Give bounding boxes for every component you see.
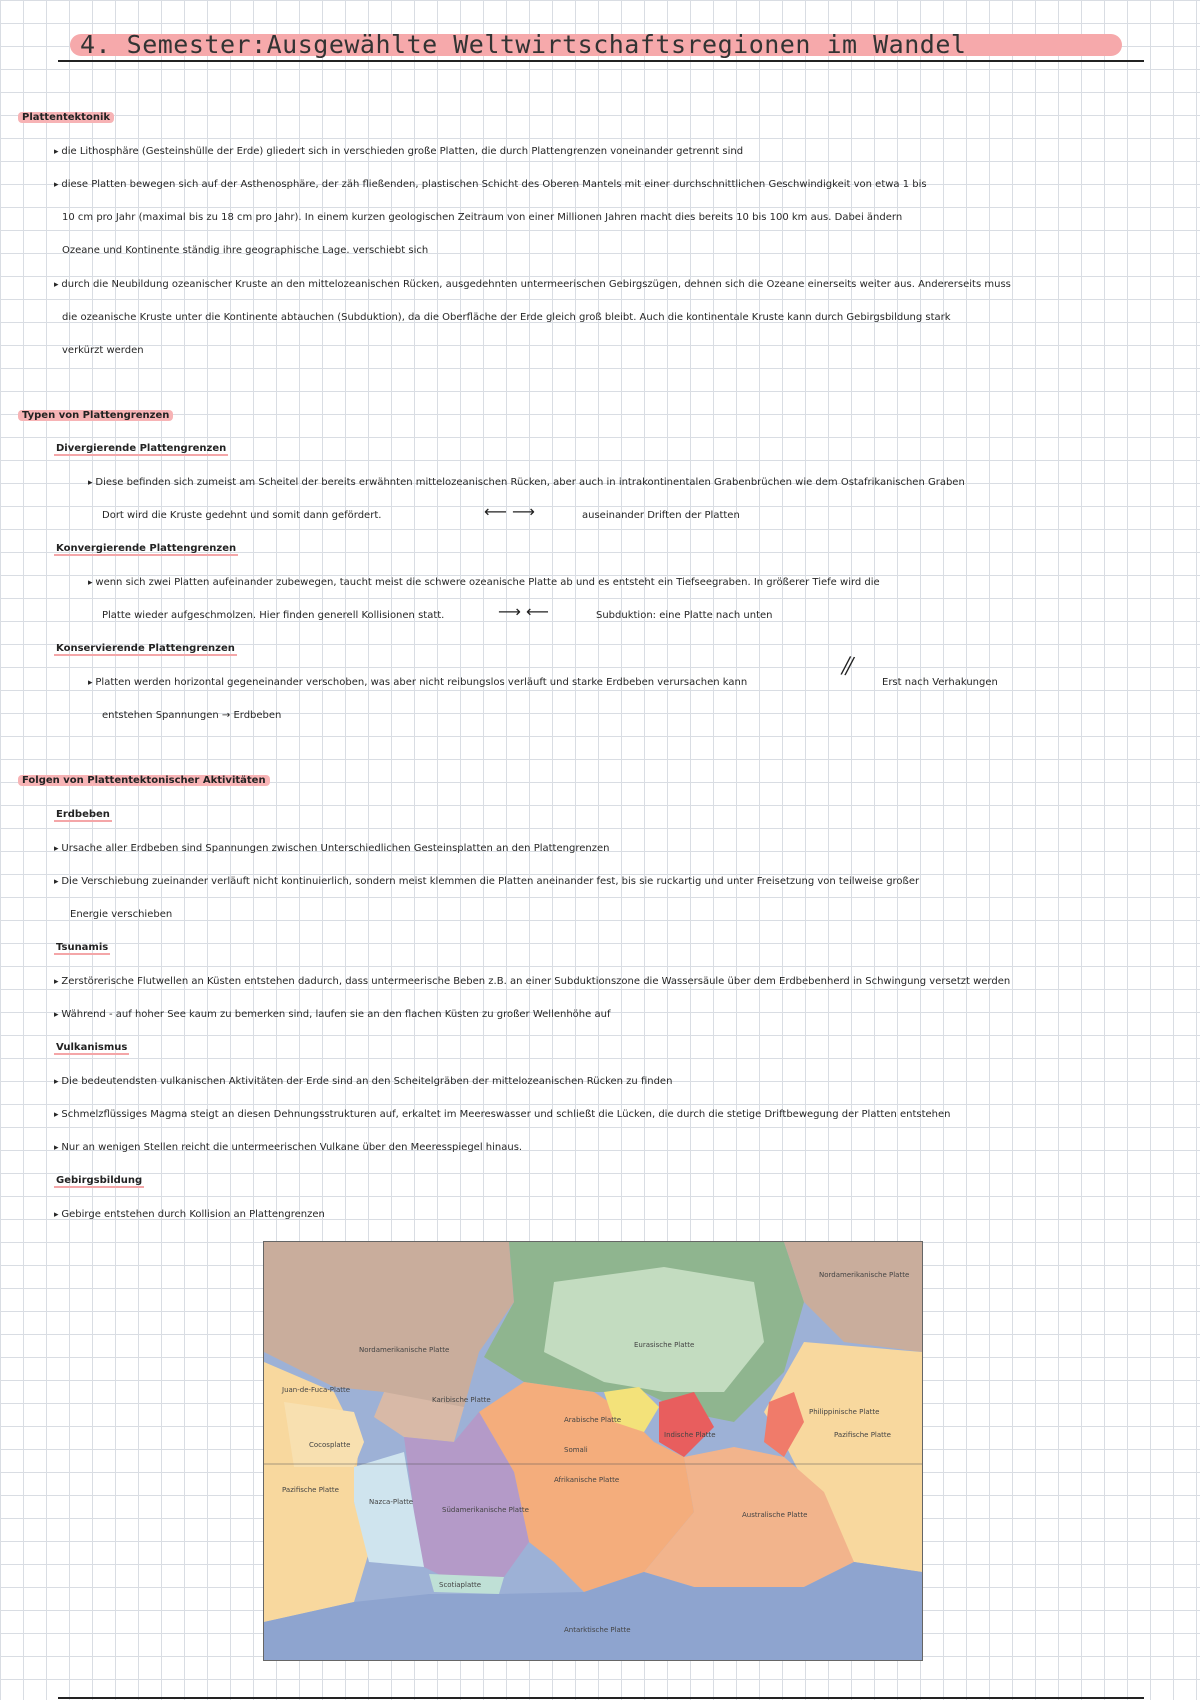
- list-item: ▸ Ursache aller Erdbeben sind Spannungen zwischen Unterschiedlichen Gesteinsplatten an den Plattengrenzen: [54, 843, 609, 854]
- heading-erdbeben: Erdbeben: [56, 809, 110, 820]
- list-item: ▸ Die Verschiebung zueinander verläuft nicht kontinuierlich, sondern meist klemmen die Platten aneinander fest, bis sie ruckartig und unter Freisetzung von teilweise großer: [54, 876, 919, 887]
- label-juan-de-fuca: Juan-de-Fuca-Platte: [282, 1386, 351, 1394]
- plate-tectonics-map: [263, 1241, 923, 1661]
- list-item-continuation: 10 cm pro Jahr (maximal bis zu 18 cm pro Jahr). In einem kurzen geologischen Zeitraum von einer Millionen Jahren macht dies bereits 10 bis 100 km aus. Dabei ändern: [62, 212, 903, 223]
- label-nordamerikanisch-ost: Nordamerikanische Platte: [819, 1271, 910, 1279]
- label-scotia: Scotiaplatte: [439, 1581, 482, 1589]
- heading-typen: Typen von Plattengrenzen: [18, 410, 173, 421]
- heading-folgen: Folgen von Plattentektonischer Aktivitäten: [18, 775, 270, 786]
- list-item-continuation: Dort wird die Kruste gedehnt und somit dann gefördert.: [102, 510, 382, 521]
- label-afrikanisch: Afrikanische Platte: [554, 1476, 620, 1484]
- label-arabisch: Arabische Platte: [564, 1416, 622, 1424]
- label-nazca: Nazca-Platte: [369, 1498, 414, 1506]
- label-philippinisch: Philippinische Platte: [809, 1408, 880, 1416]
- list-item-continuation: Ozeane und Kontinente ständig ihre geographische Lage. verschiebt sich: [62, 245, 429, 256]
- list-item: ▸ die Lithosphäre (Gesteinshülle der Erde) gliedert sich in verschieden große Platten, die durch Plattengrenzen voneinander getrennt sind: [54, 146, 743, 157]
- list-item: ▸ diese Platten bewegen sich auf der Asthenosphäre, der zäh fließenden, plastischen Schicht des Oberen Mantels mit einer durchschnittlichen Geschwindigkeit von etwa 1 bis: [54, 179, 927, 190]
- convergent-note: Subduktion: eine Platte nach unten: [596, 610, 773, 621]
- bottom-rule: [58, 1697, 1144, 1699]
- list-item: ▸ wenn sich zwei Platten aufeinander zubewegen, taucht meist die schwere ozeanische Platte ab und es entsteht ein Tiefseegraben. In größerer Tiefe wird die: [88, 577, 880, 588]
- label-pazifisch-ost: Pazifische Platte: [282, 1486, 339, 1494]
- list-item-continuation: Energie verschieben: [70, 909, 173, 920]
- list-item: ▸ Zerstörerische Flutwellen an Küsten entstehen dadurch, dass untermeerische Beben z.B. an einer Subduktionszone die Wassersäule über dem Erdbebenherd in Schwingung versetzt werden: [54, 976, 1010, 987]
- label-suedamerikanisch: Südamerikanische Platte: [442, 1506, 529, 1514]
- plate-map-svg: [264, 1242, 922, 1660]
- list-item: ▸ Gebirge entstehen durch Kollision an Plattengrenzen: [54, 1209, 325, 1220]
- label-pazifisch-west: Pazifische Platte: [834, 1431, 891, 1439]
- label-karibisch: Karibische Platte: [432, 1396, 491, 1404]
- heading-konvergierend: Konvergierende Plattengrenzen: [56, 543, 237, 554]
- list-item: ▸ Diese befinden sich zumeist am Scheitel der bereits erwähnten mittelozeanischen Rücken, aber auch in intrakontinentalen Grabenbrüchen wie dem Ostafrikanischen Graben: [88, 477, 965, 488]
- converging-arrows-icon: ⟶ ⟵: [498, 602, 549, 621]
- label-somali: Somali: [564, 1446, 588, 1454]
- list-item: ▸ Platten werden horizontal gegeneinander verschoben, was aber nicht reibungslos verläuft und starke Erdbeben verursachen kann: [88, 677, 747, 688]
- conservative-note: Erst nach Verhakungen: [882, 677, 998, 688]
- heading-vulkanismus: Vulkanismus: [56, 1042, 128, 1053]
- heading-konservierend: Konservierende Plattengrenzen: [56, 643, 235, 654]
- list-item-continuation: verkürzt werden: [62, 345, 144, 356]
- label-eurasisch: Eurasische Platte: [634, 1341, 695, 1349]
- divergent-note: auseinander Driften der Platten: [582, 510, 740, 521]
- transform-fault-icon: ⫽: [839, 651, 857, 683]
- page-title: 4. Semester:Ausgewählte Weltwirtschaftsregionen im Wandel: [80, 30, 967, 59]
- list-item: ▸ Während - auf hoher See kaum zu bemerken sind, laufen sie an den flachen Küsten zu großer Wellenhöhe auf: [54, 1009, 610, 1020]
- heading-gebirgsbildung: Gebirgsbildung: [56, 1175, 143, 1186]
- heading-tsunamis: Tsunamis: [56, 942, 109, 953]
- label-australisch: Australische Platte: [742, 1511, 808, 1519]
- list-item-continuation: Platte wieder aufgeschmolzen. Hier finden generell Kollisionen statt.: [102, 610, 445, 621]
- list-item-continuation: entstehen Spannungen → Erdbeben: [102, 710, 282, 721]
- list-item: ▸ Schmelzflüssiges Magma steigt an diesen Dehnungsstrukturen auf, erkaltet im Meereswasser und schließt die Lücken, die durch die stetige Driftbewegung der Platten entstehen: [54, 1109, 950, 1120]
- label-nordamerikanisch-west: Nordamerikanische Platte: [359, 1346, 450, 1354]
- page-header: [58, 28, 1144, 62]
- list-item: ▸ durch die Neubildung ozeanischer Kruste an den mittelozeanischen Rücken, ausgedehnten untermeerischen Gebirgszügen, dehnen sich die Ozeane einerseits weiter aus. Andererseits muss: [54, 279, 1011, 290]
- label-antarktisch: Antarktische Platte: [564, 1626, 631, 1634]
- label-cocos: Cocosplatte: [309, 1441, 351, 1449]
- heading-plattentektonik: Plattentektonik: [18, 112, 114, 123]
- cocos-plate: [284, 1402, 364, 1467]
- label-indisch: Indische Platte: [664, 1431, 716, 1439]
- list-item: ▸ Nur an wenigen Stellen reicht die untermeerischen Vulkane über den Meeresspiegel hinaus.: [54, 1142, 522, 1153]
- list-item-continuation: die ozeanische Kruste unter die Kontinente abtauchen (Subduktion), da die Oberfläche der Erde gleich groß bleibt. Auch die kontinentale Kruste kann durch Gebirgsbildung stark: [62, 312, 951, 323]
- heading-divergierend: Divergierende Plattengrenzen: [56, 443, 227, 454]
- list-item: ▸ Die bedeutendsten vulkanischen Aktivitäten der Erde sind an den Scheitelgräben der mittelozeanischen Rücken zu finden: [54, 1076, 672, 1087]
- diverging-arrows-icon: ⟵ ⟶: [484, 502, 535, 521]
